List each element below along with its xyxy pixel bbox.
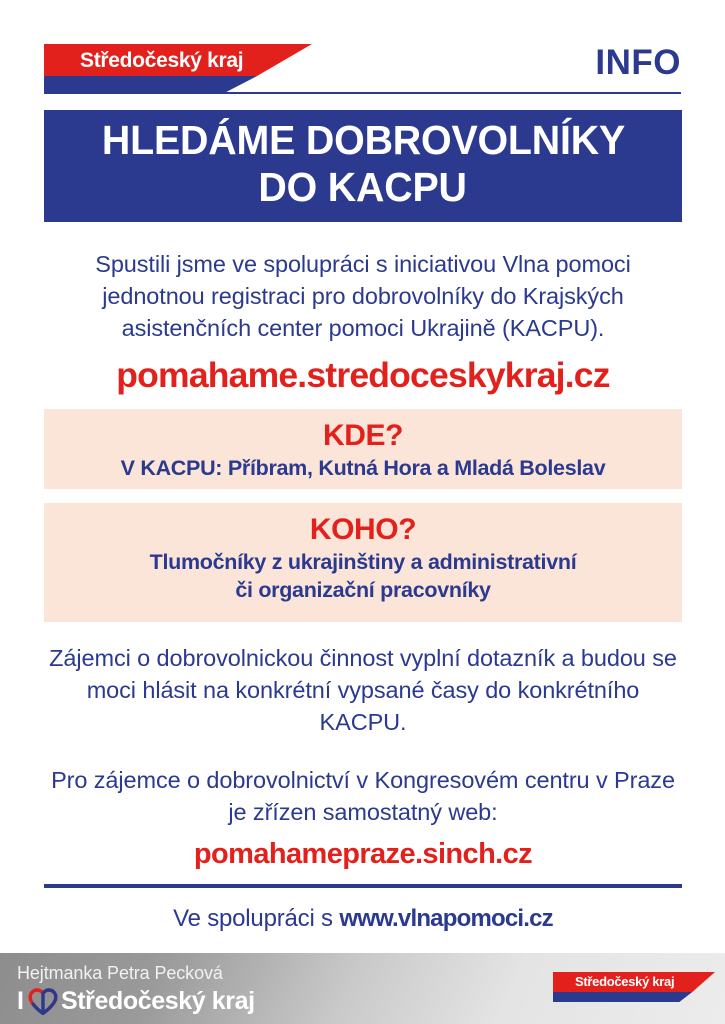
page-title-line-2: DO KACPU [258, 164, 468, 210]
footer-brand-flag [553, 972, 715, 1002]
poster-header [0, 0, 725, 100]
page-title-line-1: HLEDÁME DOBROVOLNÍKY [101, 117, 625, 163]
panel-koho-answer-line-1: Tlumočníky z ukrajinštiny a administrativní [149, 550, 577, 574]
panel-kde-answer: V KACPU: Příbram, Kutná Hora a Mladá Boleslav [120, 456, 606, 480]
panel-kde-question: KDE? [322, 419, 404, 452]
footer-person-name: Hejtmanka Petra Pecková [17, 963, 223, 983]
footer-slogan-i: I [17, 987, 24, 1015]
brand-flag-label: Středočeský kraj [80, 49, 244, 72]
partner-line [44, 902, 682, 936]
panel-koho-answer-line-2: či organizační pracovníky [235, 578, 491, 602]
partner-prefix-label: Ve spolupráci s [173, 905, 340, 932]
main-registration-url[interactable]: pomahame.stredoceskykraj.cz [116, 355, 610, 395]
middle-paragraph: Zájemci o dobrovolnickou činnost vyplní dotazník a budou se moci hlásit na konkrétní vypsané časy do konkrétního KACPU. [49, 645, 677, 735]
heart-icon [28, 988, 58, 1015]
panel-kde [44, 409, 682, 489]
intro-paragraph: Spustili jsme ve spolupráci s iniciativou Vlna pomoci jednotnou registraci pro dobrovolníky do Krajských asistenčních center pomoci Ukrajině (KACPU). [95, 251, 631, 341]
footer-slogan-region: Středočeský kraj [60, 987, 255, 1015]
footer-flag-label: Středočeský kraj [575, 974, 675, 989]
header-brand-flag [44, 44, 312, 92]
footer-flag-blue-band [553, 992, 715, 1002]
prague-registration-url[interactable]: pomahamepraze.sinch.cz [193, 838, 533, 870]
prague-paragraph: Pro zájemce o dobrovolnictví v Kongresovém centru v Praze je zřízen samostatný web: [51, 767, 675, 825]
info-label: INFO [595, 43, 681, 82]
partner-url[interactable]: www.vlnapomoci.cz [339, 905, 553, 932]
panel-koho-question: KOHO? [309, 513, 417, 546]
footer-divider [44, 884, 682, 888]
footer-slogan-logo [17, 985, 255, 1017]
footer-identity-block [17, 962, 255, 1017]
header-divider [44, 92, 681, 94]
panel-koho [44, 503, 682, 622]
brand-flag-blue-band [44, 76, 312, 92]
poster-footer [0, 953, 725, 1024]
poster-title-block [44, 110, 682, 222]
